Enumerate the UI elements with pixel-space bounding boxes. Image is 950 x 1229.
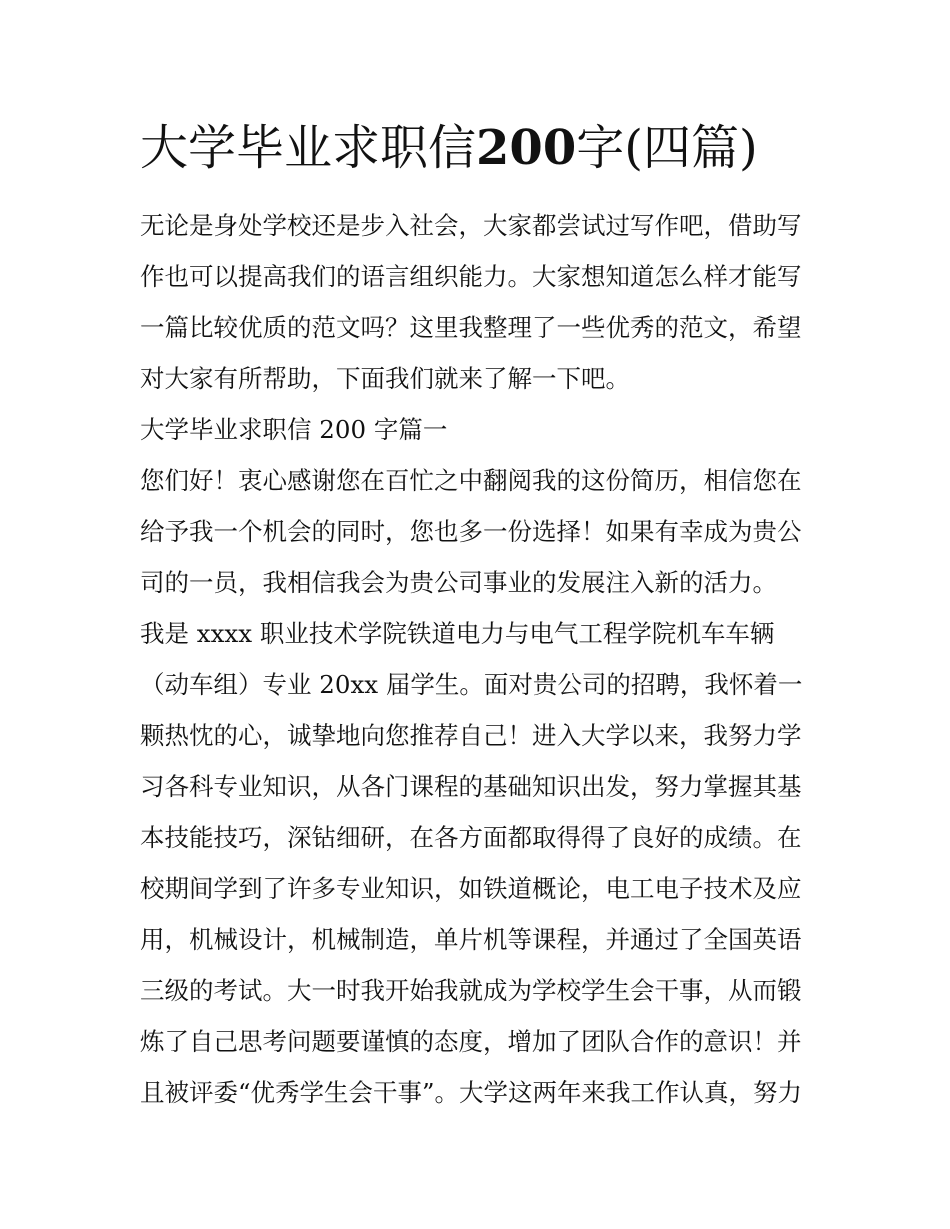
title-number: 200 <box>476 120 577 176</box>
text-line: 且被评委“优秀学生会干事”。大学这两年来我工作认真，努力 <box>140 1078 803 1107</box>
text-line: 习各科专业知识，从各门课程的基础知识出发，努力掌握其基 <box>140 772 802 801</box>
text-line: 用，机械设计，机械制造，单片机等课程，并通过了全国英语 <box>140 925 802 954</box>
text-line: 我是 xxxx 职业技术学院铁道电力与电气工程学院机车车辆 <box>140 619 775 648</box>
document-title <box>140 116 758 180</box>
text-line: 给予我一个机会的同时，您也多一份选择！如果有幸成为贵公 <box>140 517 802 546</box>
title-suffix: 字(四篇) <box>576 120 758 176</box>
text-line: 作也可以提高我们的语言组织能力。大家想知道怎么样才能写 <box>140 262 802 291</box>
text-line: 无论是身处学校还是步入社会，大家都尝试过写作吧，借助写 <box>140 211 802 240</box>
title-prefix: 大学毕业求职信 <box>140 120 477 176</box>
text-line: 一篇比较优质的范文吗？这里我整理了一些优秀的范文，希望 <box>140 313 802 342</box>
text-line: 对大家有所帮助，下面我们就来了解一下吧。 <box>140 364 630 393</box>
text-line: 三级的考试。大一时我开始我就成为学校学生会干事，从而锻 <box>140 976 802 1005</box>
text-line: 炼了自己思考问题要谨慎的态度，增加了团队合作的意识！并 <box>140 1027 802 1056</box>
document-body <box>140 200 820 1118</box>
text-line: 校期间学到了许多专业知识，如铁道概论，电工电子技术及应 <box>140 874 802 903</box>
text-line: 颗热忱的心，诚挚地向您推荐自己！进入大学以来，我努力学 <box>140 721 802 750</box>
section-heading: 大学毕业求职信 200 字篇一 <box>140 415 448 444</box>
text-line: （动车组）专业 20xx 届学生。面对贵公司的招聘，我怀着一 <box>140 670 803 699</box>
text-line: 司的一员，我相信我会为贵公司事业的发展注入新的活力。 <box>140 568 777 597</box>
text-line: 本技能技巧，深钻细研，在各方面都取得得了良好的成绩。在 <box>140 823 802 852</box>
text-line: 您们好！衷心感谢您在百忙之中翻阅我的这份简历，相信您在 <box>140 466 802 495</box>
